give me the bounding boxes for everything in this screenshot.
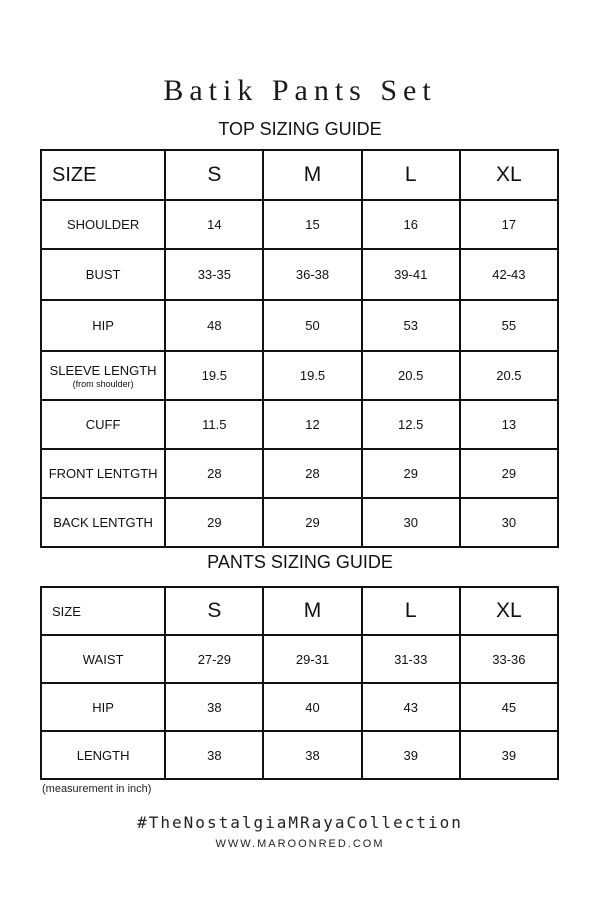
size-header-m: M [263, 150, 361, 200]
table-cell: 11.5 [165, 400, 263, 449]
table-cell: 27-29 [165, 635, 263, 683]
size-header-l: L [362, 587, 460, 635]
table-cell: 19.5 [165, 351, 263, 400]
table-cell: 15 [263, 200, 361, 249]
table-cell: 30 [460, 498, 558, 547]
table-cell: 29 [263, 498, 361, 547]
table-row [41, 635, 558, 683]
table-row [41, 731, 558, 779]
table-cell: 20.5 [362, 351, 460, 400]
row-label-hip: HIP [41, 683, 165, 731]
row-label-text: SLEEVE LENGTH [49, 362, 157, 378]
size-header-label: SIZE [41, 150, 165, 200]
table-cell: 17 [460, 200, 558, 249]
table-row [41, 683, 558, 731]
table-row [41, 200, 558, 249]
table-header-row [41, 587, 558, 635]
table-cell: 43 [362, 683, 460, 731]
table-cell: 50 [263, 300, 361, 351]
table-row [41, 498, 558, 547]
table-cell: 39 [362, 731, 460, 779]
table-cell: 33-35 [165, 249, 263, 300]
measurement-note: (measurement in inch) [42, 783, 152, 795]
table-cell: 38 [165, 731, 263, 779]
table-cell: 29 [362, 449, 460, 498]
row-label-subtext: (from shoulder) [72, 378, 134, 389]
collection-hashtag: #TheNostalgiaMRayaCollection [137, 813, 463, 832]
table-cell: 29-31 [263, 635, 361, 683]
row-label-sleeve-length [41, 351, 165, 400]
table-cell: 28 [263, 449, 361, 498]
top-sizing-table [40, 149, 559, 548]
size-header-m: M [263, 587, 361, 635]
table-cell: 55 [460, 300, 558, 351]
row-label-front-length: FRONT LENTGTH [41, 449, 165, 498]
table-cell: 31-33 [362, 635, 460, 683]
table-cell: 45 [460, 683, 558, 731]
size-header-s: S [165, 587, 263, 635]
table-cell: 30 [362, 498, 460, 547]
row-label-length: LENGTH [41, 731, 165, 779]
size-header-l: L [362, 150, 460, 200]
table-cell: 39-41 [362, 249, 460, 300]
table-cell: 13 [460, 400, 558, 449]
pants-guide-title: PANTS SIZING GUIDE [207, 552, 393, 572]
table-row [41, 300, 558, 351]
top-guide-title: TOP SIZING GUIDE [218, 119, 382, 139]
table-cell: 29 [460, 449, 558, 498]
size-header-xl: XL [460, 150, 558, 200]
table-cell: 39 [460, 731, 558, 779]
table-cell: 40 [263, 683, 361, 731]
table-cell: 48 [165, 300, 263, 351]
row-label-waist: WAIST [41, 635, 165, 683]
table-cell: 12 [263, 400, 361, 449]
table-cell: 12.5 [362, 400, 460, 449]
table-cell: 28 [165, 449, 263, 498]
row-label-back-length: BACK LENTGTH [41, 498, 165, 547]
table-cell: 16 [362, 200, 460, 249]
table-cell: 33-36 [460, 635, 558, 683]
size-header-label: SIZE [41, 587, 165, 635]
table-cell: 29 [165, 498, 263, 547]
table-cell: 42-43 [460, 249, 558, 300]
table-cell: 36-38 [263, 249, 361, 300]
pants-sizing-table [40, 586, 559, 780]
page-title: Batik Pants Set [163, 74, 437, 107]
row-label-hip: HIP [41, 300, 165, 351]
row-label-bust: BUST [41, 249, 165, 300]
table-cell: 20.5 [460, 351, 558, 400]
row-label-shoulder: SHOULDER [41, 200, 165, 249]
table-row [41, 400, 558, 449]
table-header-row [41, 150, 558, 200]
row-label-cuff: CUFF [41, 400, 165, 449]
table-cell: 53 [362, 300, 460, 351]
table-row [41, 249, 558, 300]
table-cell: 38 [263, 731, 361, 779]
table-row [41, 449, 558, 498]
table-cell: 38 [165, 683, 263, 731]
size-header-s: S [165, 150, 263, 200]
table-cell: 14 [165, 200, 263, 249]
website-url: WWW.MAROONRED.COM [215, 838, 385, 850]
table-cell: 19.5 [263, 351, 361, 400]
table-row [41, 351, 558, 400]
size-header-xl: XL [460, 587, 558, 635]
